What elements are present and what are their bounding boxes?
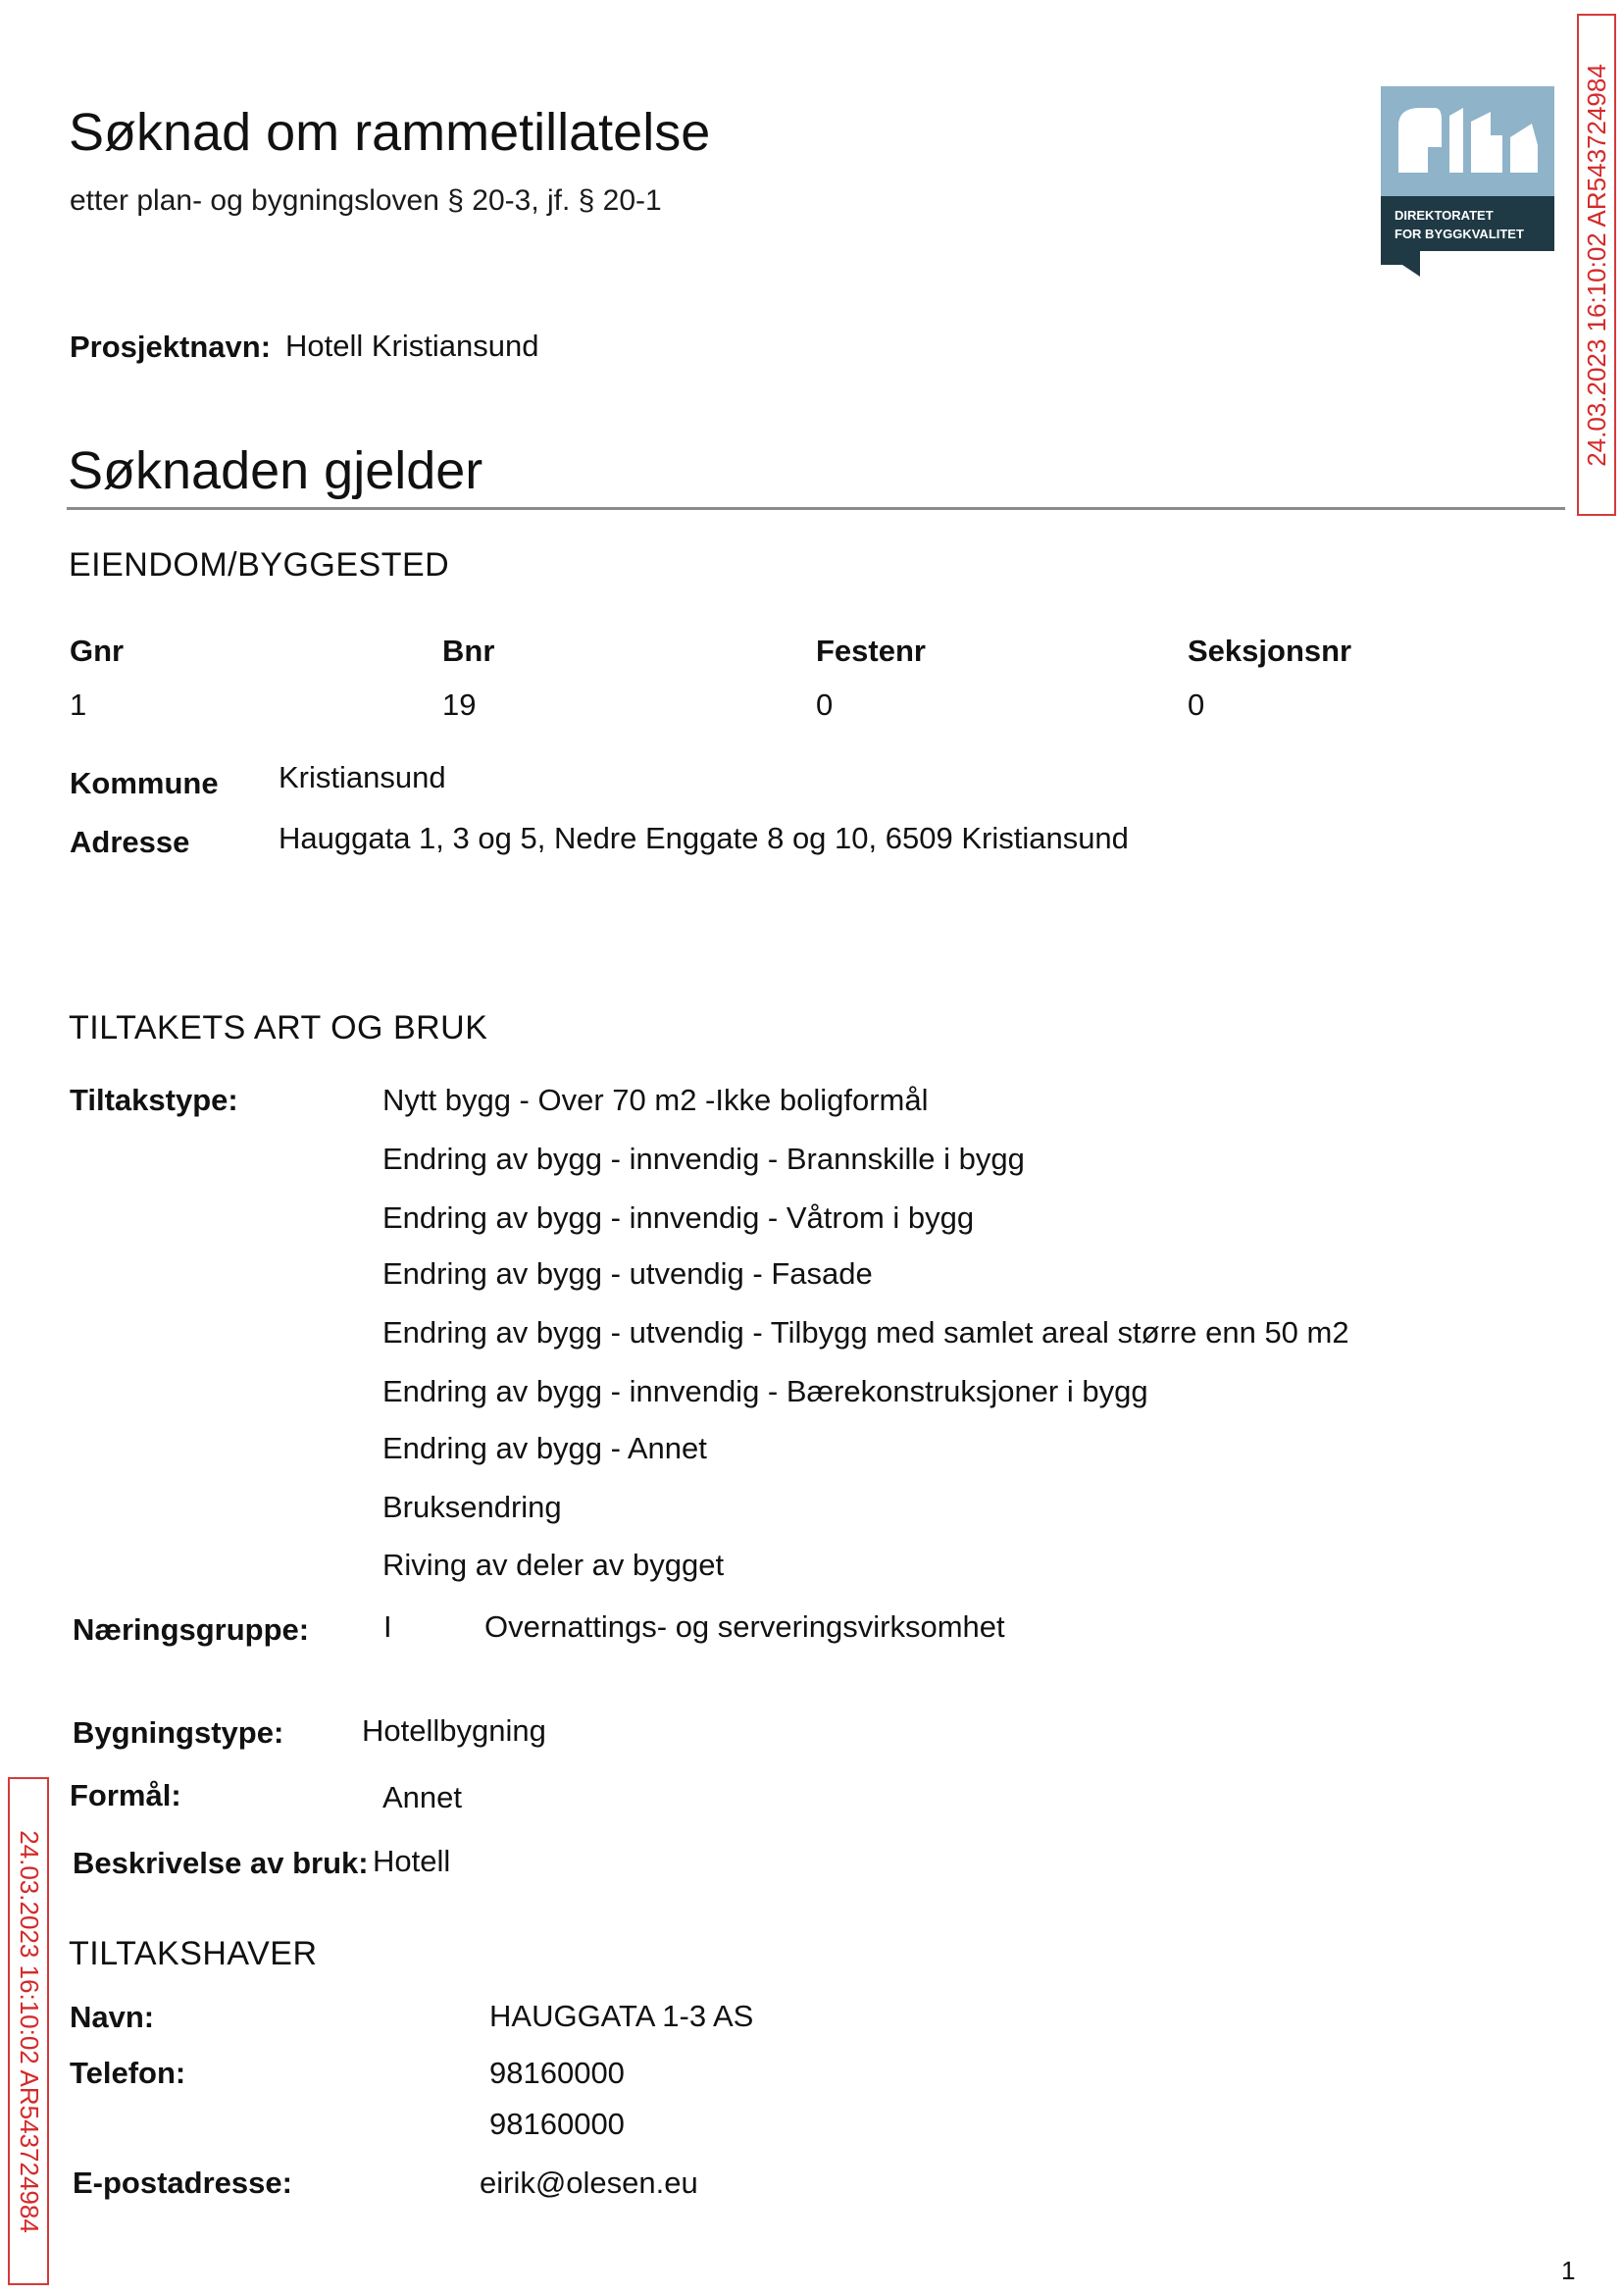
stamp-text: 24.03.2023 16:10:02 AR543724984 — [14, 1829, 44, 2233]
tiltakstype-item: Endring av bygg - innvendig - Bærekonstruksjoner i bygg — [382, 1374, 1148, 1408]
bruk-value: Hotell — [373, 1844, 451, 1878]
tiltakstype-item: Riving av deler av bygget — [382, 1548, 725, 1582]
bnr-label: Bnr — [442, 634, 495, 668]
telefon-label: Telefon: — [70, 2056, 186, 2090]
tiltakstype-item: Endring av bygg - Annet — [382, 1431, 707, 1465]
gnr-label: Gnr — [70, 634, 125, 668]
bnr-value: 19 — [442, 688, 477, 722]
document-subtitle: etter plan- og bygningsloven § 20-3, jf. § 20-1 — [70, 184, 662, 217]
tiltakshaver-heading: TILTAKSHAVER — [69, 1935, 318, 1972]
tiltakstype-item: Nytt bygg - Over 70 m2 -Ikke boligformål — [382, 1083, 929, 1117]
tiltakstype-item: Bruksendring — [382, 1490, 562, 1524]
navn-value: HAUGGATA 1-3 AS — [489, 1999, 754, 2033]
gnr-value: 1 — [70, 688, 87, 722]
timestamp-stamp-side — [8, 1777, 49, 2285]
tiltakstype-label: Tiltakstype: — [70, 1083, 238, 1117]
epost-value: eirik@olesen.eu — [480, 2166, 698, 2200]
formal-value: Annet — [382, 1780, 463, 1814]
formal-label: Formål: — [70, 1778, 181, 1812]
project-value: Hotell Kristiansund — [285, 329, 539, 363]
seksjonsnr-value: 0 — [1188, 688, 1205, 722]
section-title: Søknaden gjelder — [68, 441, 483, 500]
dibk-logo-icon — [1381, 86, 1554, 277]
tiltakstype-item: Endring av bygg - utvendig - Tilbygg med samlet areal større enn 50 m2 — [382, 1315, 1349, 1350]
timestamp-stamp-top — [1577, 14, 1616, 516]
kommune-value: Kristiansund — [279, 760, 446, 794]
stamp-text: 24.03.2023 16:10:02 AR543724984 — [1581, 63, 1611, 467]
property-heading: EIENDOM/BYGGESTED — [69, 546, 450, 584]
telefon-value: 98160000 — [489, 2107, 625, 2141]
adresse-value: Hauggata 1, 3 og 5, Nedre Enggate 8 og 10, 6509 Kristiansund — [279, 821, 1129, 855]
epost-label: E-postadresse: — [73, 2166, 292, 2200]
naeringsgruppe-value: Overnattings- og serveringsvirksomhet — [484, 1609, 1005, 1644]
navn-label: Navn: — [70, 2000, 155, 2034]
seksjonsnr-label: Seksjonsnr — [1188, 634, 1352, 668]
dibk-logo — [1381, 86, 1554, 277]
project-label: Prosjektnavn: — [70, 330, 272, 364]
festenr-label: Festenr — [816, 634, 926, 668]
bygningstype-label: Bygningstype: — [73, 1715, 284, 1750]
svg-text:DIREKTORATET: DIREKTORATET — [1395, 208, 1494, 223]
bygningstype-value: Hotellbygning — [362, 1713, 546, 1748]
naeringsgruppe-label: Næringsgruppe: — [73, 1612, 310, 1647]
telefon-value: 98160000 — [489, 2056, 625, 2090]
naeringsgruppe-code: I — [383, 1609, 392, 1644]
document-title: Søknad om rammetillatelse — [69, 103, 711, 162]
tiltakstype-item: Endring av bygg - utvendig - Fasade — [382, 1256, 873, 1291]
tiltakstype-item: Endring av bygg - innvendig - Våtrom i bygg — [382, 1200, 975, 1235]
svg-text:FOR BYGGKVALITET: FOR BYGGKVALITET — [1395, 227, 1524, 241]
adresse-label: Adresse — [70, 825, 190, 859]
bruk-label: Beskrivelse av bruk: — [73, 1846, 369, 1880]
festenr-value: 0 — [816, 688, 834, 722]
section-divider — [67, 507, 1565, 510]
kommune-label: Kommune — [70, 766, 219, 800]
tiltak-heading: TILTAKETS ART OG BRUK — [69, 1009, 488, 1046]
tiltakstype-item: Endring av bygg - innvendig - Brannskille i bygg — [382, 1142, 1025, 1176]
page-number: 1 — [1561, 2256, 1576, 2285]
